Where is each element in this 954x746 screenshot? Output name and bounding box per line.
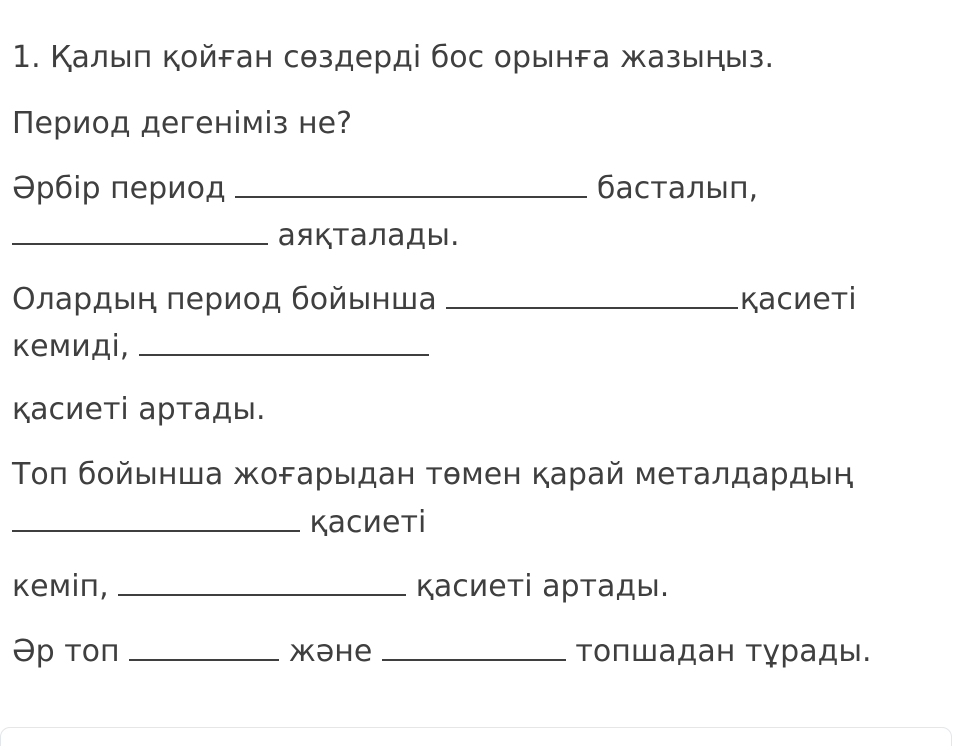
sentence-2-text-a: Олардың период бойынша: [12, 282, 437, 317]
sentence-2-text-b: қасиеті: [739, 282, 857, 317]
sentence-3-text-d: қасиеті артады.: [415, 569, 670, 604]
sentence-3-line-2: [12, 502, 426, 542]
sentence-2-line-1: [12, 279, 857, 319]
blank-input-2[interactable]: [12, 215, 268, 245]
blank-input-7[interactable]: [129, 631, 279, 661]
sentence-4-text-c: топшадан тұрады.: [575, 634, 872, 669]
sentence-3-text-a: Топ бойынша жоғарыдан төмен қарай металдардың: [12, 457, 853, 492]
question-subtitle-line: [12, 104, 352, 144]
sentence-4-line-1: [12, 631, 872, 671]
sentence-1-text-c: аяқталады.: [277, 218, 460, 253]
blank-input-4[interactable]: [139, 326, 429, 356]
blank-input-1[interactable]: [235, 168, 587, 198]
sentence-2-line-2: [12, 326, 429, 366]
sentence-2-text-c: кемиді,: [12, 329, 130, 364]
sentence-3-text-c: кеміп,: [12, 569, 109, 604]
sentence-3-line-3: [12, 566, 669, 606]
question-subtitle: Период дегеніміз не?: [12, 106, 353, 141]
sentence-4-text-b: және: [288, 634, 373, 669]
blank-input-5[interactable]: [12, 502, 300, 532]
sentence-4-text-a: Әр топ: [12, 634, 120, 669]
blank-input-8[interactable]: [382, 631, 566, 661]
blank-input-3[interactable]: [446, 279, 738, 309]
question-title-line: [12, 38, 774, 78]
sentence-1-line-1: [12, 168, 758, 208]
sentence-1-line-2: [12, 215, 459, 255]
sentence-1-text-a: Әрбір период: [12, 171, 226, 206]
sentence-2-line-3: [12, 390, 266, 430]
next-card-edge: [0, 727, 952, 746]
sentence-1-text-b: басталып,: [596, 171, 759, 206]
sentence-2-text-d: қасиеті артады.: [12, 392, 266, 427]
blank-input-6[interactable]: [118, 566, 406, 596]
sentence-3-text-b: қасиеті: [309, 505, 427, 540]
sentence-3-line-1: [12, 455, 853, 495]
question-title: 1. Қалып қойған сөздерді бос орынға жазыңыз.: [12, 40, 774, 75]
